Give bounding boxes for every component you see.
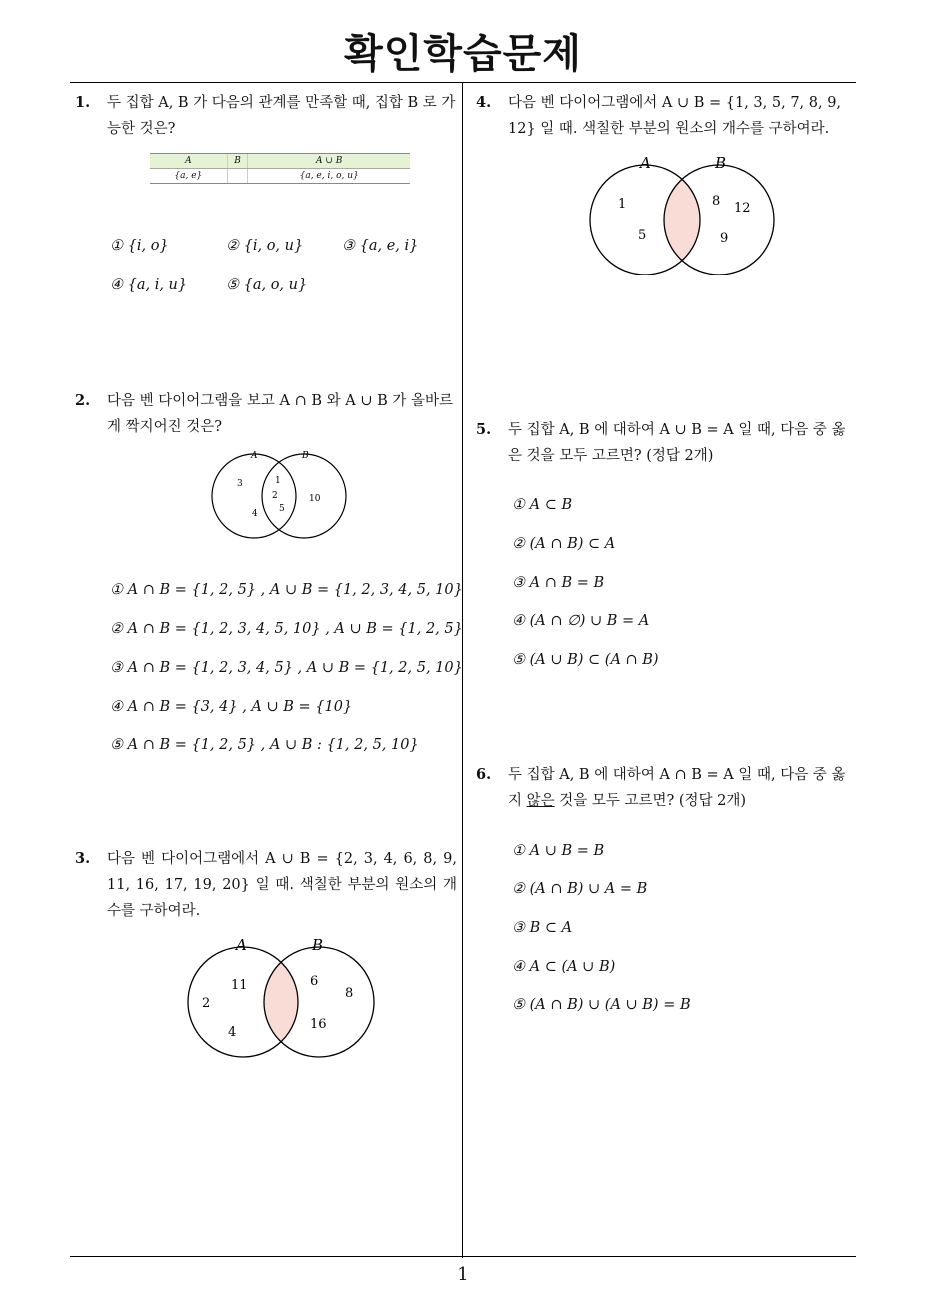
set-a-label: A bbox=[640, 154, 651, 172]
set-b-label: B bbox=[312, 936, 324, 954]
element: 12 bbox=[734, 201, 751, 216]
question-number: 5. bbox=[476, 421, 492, 438]
option-3[interactable]: ③ A ∩ B = {1, 2, 3, 4, 5} , A ∪ B = {1, 2, 5, 10} bbox=[110, 660, 463, 676]
option-5[interactable]: ⑤ A ∩ B = {1, 2, 5} , A ∪ B : {1, 2, 5, 10} bbox=[110, 737, 419, 753]
question-number: 4. bbox=[476, 94, 492, 111]
page-title: 확인학습문제 bbox=[344, 31, 582, 77]
element: 3 bbox=[237, 479, 243, 489]
option-4[interactable]: ④ A ⊂ (A ∪ B) bbox=[512, 959, 616, 975]
q3-venn-diagram bbox=[180, 930, 380, 1058]
element: 4 bbox=[252, 509, 258, 519]
underlined-word: 않은 bbox=[526, 793, 555, 809]
element: 1 bbox=[618, 197, 627, 212]
table-cell: {a, e, i, o, u} bbox=[248, 169, 410, 184]
element: 2 bbox=[272, 491, 278, 501]
element: 4 bbox=[228, 1025, 237, 1040]
element: 9 bbox=[720, 231, 729, 246]
option-3[interactable]: ③ B ⊂ A bbox=[512, 920, 573, 936]
set-b-label: B bbox=[715, 154, 727, 172]
question-2 bbox=[75, 388, 457, 440]
q4-venn-diagram bbox=[585, 150, 785, 275]
element: 6 bbox=[310, 974, 319, 989]
option-1[interactable]: ① A ∩ B = {1, 2, 5} , A ∪ B = {1, 2, 3, 4, 5, 10} bbox=[110, 582, 463, 598]
option-1[interactable]: ① A ⊂ B bbox=[512, 497, 573, 513]
question-5 bbox=[476, 417, 858, 469]
table-cell bbox=[227, 169, 248, 184]
set-a-label: A bbox=[236, 936, 247, 954]
table-header: B bbox=[227, 154, 248, 169]
question-text: 두 집합 A, B 가 다음의 관계를 만족할 때, 집합 B 로 가능한 것은? bbox=[107, 95, 456, 137]
option-2[interactable]: ② A ∩ B = {1, 2, 3, 4, 5, 10} , A ∪ B = {1, 2, 5} bbox=[110, 621, 463, 637]
element: 5 bbox=[279, 504, 285, 514]
question-6 bbox=[476, 762, 858, 814]
question-4 bbox=[476, 90, 858, 142]
element: 10 bbox=[309, 494, 321, 504]
element: 11 bbox=[231, 978, 248, 993]
question-text: 다음 벤 다이어그램을 보고 A ∩ B 와 A ∪ B 가 올바르게 짝지어진 것은? bbox=[107, 393, 453, 435]
option-4[interactable]: ④ {a, i, u} bbox=[110, 277, 188, 293]
option-4[interactable]: ④ A ∩ B = {3, 4} , A ∪ B = {10} bbox=[110, 699, 353, 715]
option-2[interactable]: ② (A ∩ B) ⊂ A bbox=[512, 536, 616, 552]
page-number: 1 bbox=[457, 1264, 469, 1285]
question-text bbox=[508, 762, 858, 814]
question-number: 1. bbox=[75, 94, 91, 111]
question-text: 다음 벤 다이어그램에서 A ∪ B = {1, 3, 5, 7, 8, 9, 12} 일 때. 색칠한 부분의 원소의 개수를 구하여라. bbox=[508, 95, 842, 137]
option-5[interactable]: ⑤ (A ∩ B) ∪ (A ∪ B) = B bbox=[512, 997, 691, 1013]
top-rule bbox=[70, 82, 856, 83]
table-header: A ∪ B bbox=[248, 154, 410, 169]
question-number: 2. bbox=[75, 392, 91, 409]
element: 2 bbox=[202, 996, 211, 1011]
set-a-circle bbox=[212, 454, 296, 538]
option-3[interactable]: ③ {a, e, i} bbox=[342, 238, 419, 254]
question-text-end: 것을 모두 고르면? (정답 2개) bbox=[554, 793, 747, 809]
element: 5 bbox=[638, 228, 647, 243]
question-text: 다음 벤 다이어그램에서 A ∪ B = {2, 3, 4, 6, 8, 9, 11, 16, 17, 19, 20} 일 때. 색칠한 부분의 원소의 개수를 구하여라. bbox=[107, 851, 457, 919]
option-1[interactable]: ① A ∪ B = B bbox=[512, 843, 605, 859]
q2-venn-diagram bbox=[200, 448, 360, 540]
option-5[interactable]: ⑤ {a, o, u} bbox=[226, 277, 308, 293]
question-3 bbox=[75, 846, 457, 924]
table-header: A bbox=[150, 154, 227, 169]
element: 8 bbox=[712, 194, 721, 209]
q1-table bbox=[150, 153, 410, 184]
question-1 bbox=[75, 90, 457, 142]
option-5[interactable]: ⑤ (A ∪ B) ⊂ (A ∩ B) bbox=[512, 652, 659, 668]
question-number: 6. bbox=[476, 766, 492, 783]
set-b-label: B bbox=[302, 451, 309, 461]
question-text-start: 두 집합 A, B 에 대하여 A ∩ B = A 일 때, 다음 중 옳지 bbox=[508, 767, 846, 809]
bottom-rule bbox=[70, 1256, 856, 1257]
option-3[interactable]: ③ A ∩ B = B bbox=[512, 575, 605, 591]
question-text: 두 집합 A, B 에 대하여 A ∪ B = A 일 때, 다음 중 옳은 것을 모두 고르면? (정답 2개) bbox=[508, 422, 846, 464]
option-4[interactable]: ④ (A ∩ ∅) ∪ B = A bbox=[512, 613, 650, 629]
element: 1 bbox=[275, 476, 281, 486]
element: 16 bbox=[310, 1017, 327, 1032]
option-2[interactable]: ② (A ∩ B) ∪ A = B bbox=[512, 881, 648, 897]
option-1[interactable]: ① {i, o} bbox=[110, 238, 169, 254]
option-2[interactable]: ② {i, o, u} bbox=[226, 238, 304, 254]
set-a-label: A bbox=[251, 451, 258, 461]
table-cell: {a, e} bbox=[150, 169, 227, 184]
question-number: 3. bbox=[75, 850, 91, 867]
element: 8 bbox=[345, 986, 354, 1001]
